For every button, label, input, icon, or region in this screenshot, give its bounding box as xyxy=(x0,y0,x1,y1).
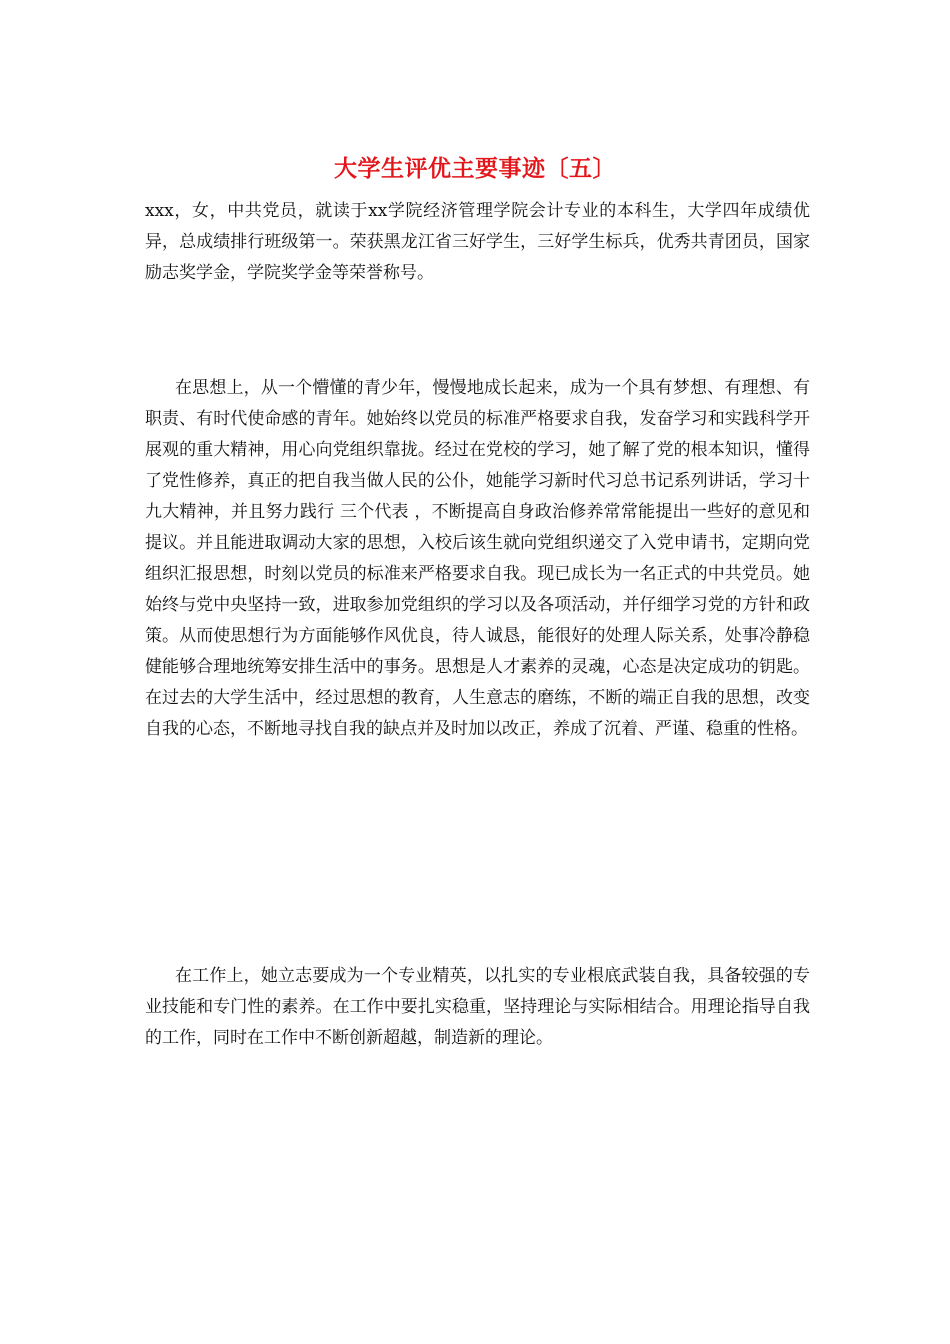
thought-paragraph: 在思想上，从一个懵懂的青少年，慢慢地成长起来，成为一个具有梦想、有理想、有职责、有时代使命感的青年。她始终以党员的标准严格要求自我，发奋学习和实践科学开展观的重大精神，用心向党组织靠拢。经过在党校的学习，她了解了党的根本知识，懂得了党性修养，真正的把自我当做人民的公仆，她能学习新时代习总书记系列讲话，学习十九大精神，并且努力践行 三个代表 ，不断提高自身政治修养常常能提出一些好的意见和提议。并且能进取调动大家的思想，入校后该生就向党组织递交了入党申请书，定期向党组织汇报思想，时刻以党员的标准来严格要求自我。现已成长为一名正式的中共党员。她始终与党中央坚持一致，进取参加党组织的学习以及各项活动，并仔细学习党的方针和政策。从而使思想行为方面能够作风优良，待人诚恳，能很好的处理人际关系，处事冷静稳健能够合理地统筹安排生活中的事务。思想是人才素养的灵魂，心态是决定成功的钥匙。在过去的大学生活中，经过思想的教育，人生意志的磨练，不断的端正自我的思想，改变自我的心态，不断地寻找自我的缺点并及时加以改正，养成了沉着、严谨、稳重的性格。 xyxy=(145,378,810,739)
work-paragraph: 在工作上，她立志要成为一个专业精英，以扎实的专业根底武装自我，具备较强的专业技能和专门性的素养。在工作中要扎实稳重，坚持理论与实际相结合。用理论指导自我的工作，同时在工作中不断创新超越，制造新的理论。 xyxy=(145,966,810,1048)
document-title: 大学生评优主要事迹〔五〕 xyxy=(334,155,616,182)
intro-paragraph: xxx，女，中共党员，就读于xx学院经济管理学院会计专业的本科生，大学四年成绩优异，总成绩排行班级第一。荣获黑龙江省三好学生，三好学生标兵，优秀共青团员，国家励志奖学金，学院奖学金等荣誉称号。 xyxy=(145,201,810,283)
